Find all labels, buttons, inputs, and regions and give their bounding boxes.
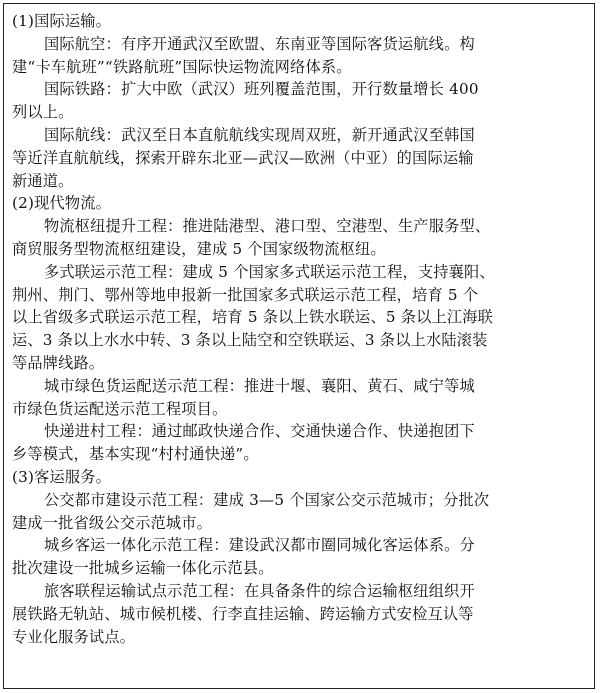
paragraph-text: 推进陆港型、港口型、空港型、生产服务型、 <box>182 217 491 236</box>
paragraph-lead: 城乡客运一体化示范工程： <box>44 536 229 555</box>
paragraph-line: 建成一批省级公交示范城市。 <box>12 513 213 532</box>
paragraph-line: 列以上。 <box>12 103 74 122</box>
paragraph-line: 等近洋直航航线，探索开辟东北亚—武汉—欧洲（中亚）的国际运输 <box>12 148 474 167</box>
paragraph-line <box>12 375 586 398</box>
paragraph-line <box>12 261 586 284</box>
section-heading: (3)客运服务。 <box>12 467 112 486</box>
paragraph-line: 市绿色货运配送示范工程项目。 <box>12 399 228 418</box>
paragraph-line: 新通道。 <box>12 171 74 190</box>
paragraph-line <box>12 124 586 147</box>
document-box <box>3 3 595 689</box>
paragraph-lead: 旅客联程运输试点示范工程： <box>44 581 245 600</box>
paragraph-line: 乡等模式，基本实现“村村通快递”。 <box>12 445 259 464</box>
paragraph-lead: 城市绿色货运配送示范工程： <box>44 376 245 395</box>
paragraph-text: 推进十堰、襄阳、黄石、咸宁等城 <box>244 376 475 395</box>
paragraph-text: 建成 3—5 个国家公交示范城市；分批次 <box>213 490 490 509</box>
paragraph-line <box>12 215 586 238</box>
paragraph-lead: 快递进村工程： <box>44 422 152 441</box>
paragraph-lead: 公交都市建设示范工程： <box>44 490 214 509</box>
paragraph-line: 专业化服务试点。 <box>12 627 136 646</box>
paragraph-lead: 物流枢纽提升工程： <box>44 217 183 236</box>
paragraph-text: 在具备条件的综合运输枢纽组织开 <box>244 581 475 600</box>
paragraph-line: 运、3 条以上水水中转、3 条以上陆空和空铁联运、3 条以上水陆滚装 <box>12 331 488 350</box>
paragraph-line <box>12 534 586 557</box>
paragraph-line: 展铁路无轨站、城市候机楼、行李直挂运输、跨运输方式安检互认等 <box>12 604 474 623</box>
paragraph-line: 商贸服务型物流枢纽建设，建成 5 个国家级物流枢纽。 <box>12 239 386 258</box>
paragraph-line <box>12 580 586 603</box>
paragraph-line: 建“卡车航班”“铁路航班”国际快运物流网络体系。 <box>12 57 352 76</box>
paragraph-text: 建成 5 个国家多式联运示范工程，支持襄阳、 <box>182 262 495 281</box>
paragraph-text: 有序开通武汉至欧盟、东南亚等国际客货运航线。构 <box>120 34 475 53</box>
paragraph-line <box>12 420 586 443</box>
paragraph-line: 以上省级多式联运示范工程，培育 5 条以上铁水联运、5 条以上江海联 <box>12 308 494 327</box>
paragraph-text: 扩大中欧（武汉）班列覆盖范围，开行数量增长 400 <box>120 80 479 99</box>
paragraph-text: 武汉至日本直航航线实现周双班，新开通武汉至韩国 <box>120 125 475 144</box>
paragraph-line: 等品牌线路。 <box>12 353 105 372</box>
paragraph-line: 批次建设一批城乡运输一体化示范县。 <box>12 559 274 578</box>
paragraph-text: 通过邮政快递合作、交通快递合作、快递抱团下 <box>151 422 475 441</box>
paragraph-text: 建设武汉都市圈同城化客运体系。分 <box>228 536 475 555</box>
paragraph-line: 荆州、荆门、鄂州等地申报新一批国家多式联运示范工程，培育 5 个 <box>12 285 479 304</box>
paragraph-lead: 国际航空： <box>44 34 121 53</box>
paragraph-line <box>12 33 586 56</box>
paragraph-lead: 国际铁路： <box>44 80 121 99</box>
section-heading: (2)现代物流。 <box>12 194 112 213</box>
paragraph-line <box>12 489 586 512</box>
paragraph-lead: 国际航线： <box>44 125 121 144</box>
paragraph-line <box>12 78 586 101</box>
paragraph-lead: 多式联运示范工程： <box>44 262 183 281</box>
section-heading: (1)国际运输。 <box>12 12 112 30</box>
